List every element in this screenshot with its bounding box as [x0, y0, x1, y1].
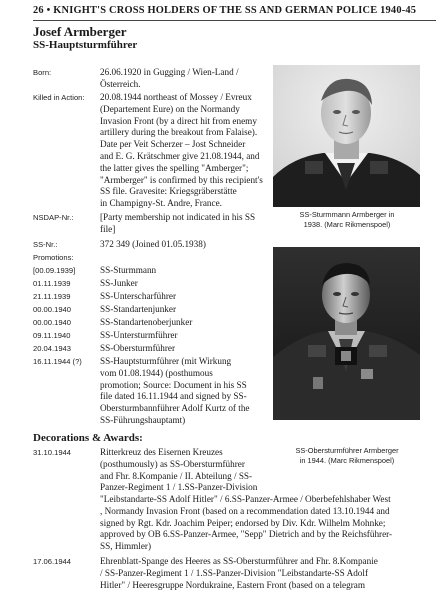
kia-line: and E. G. Krätschmer give 21.08.1944, and [100, 150, 260, 161]
decorations-heading: Decorations & Awards: [33, 432, 143, 444]
decoration-line: Hitler" / Heeresgruppe Nordukraine, Eastern Front (based on a telegram [100, 579, 365, 590]
running-head [33, 5, 433, 16]
final-promotion-line: SS-Hauptsturmführer (mit Wirkung [100, 356, 232, 366]
promotion-rank: SS-Standartenjunker [100, 304, 177, 314]
final-promotion-line: promotion; Source: Document in his SS [100, 379, 247, 390]
final-promotion-line: file dated 16.11.1944 and signed by SS- [100, 391, 247, 402]
caption-line: in 1944. (Marc Rikmenspoel) [299, 456, 395, 465]
photo-caption-1938 [262, 210, 432, 230]
kia-line: SS file. Gravesite: Kriegsgräberstätte [100, 186, 237, 197]
decoration-text-narrow [100, 447, 268, 494]
kia-label: Killed in Action: [33, 93, 85, 102]
decoration-line: approved by OB 6.SS-Panzer-Armee, "Sepp" Dietrich and by the Reichsführer- [100, 529, 393, 540]
decoration-date: 17.06.1944 [33, 557, 72, 566]
kia-line: in Champigny-St. Andre, France. [100, 198, 222, 209]
decoration-line: Ritterkreuz des Eisernen Kreuzes [100, 447, 223, 457]
promotion-rank: SS-Unterscharführer [100, 291, 177, 301]
caption-line: 1938. (Marc Rikmenspoel) [303, 220, 391, 229]
promotion-rank: SS-Standartenoberjunker [100, 317, 193, 327]
born-label: Born: [33, 68, 52, 77]
decoration-line: / SS-Panzer-Regiment 1 / 1.SS-Panzer-Division "Leibstandarte-SS Adolf [100, 567, 368, 578]
kia-line: the latter gives the spelling "Amberger"; [100, 162, 249, 173]
decoration-line: SS, Himmler) [100, 541, 152, 552]
kia-value [100, 92, 268, 210]
born-line: 26.06.1920 in Gugging / Wien-Land / [100, 67, 239, 77]
photo-caption-1944 [262, 446, 432, 466]
portrait-photo-1944 [273, 247, 420, 420]
nsdap-value [100, 212, 268, 236]
promotion-date: [00.09.1939] [33, 266, 76, 275]
promotion-date: 00.00.1940 [33, 305, 72, 314]
nsdap-line: [Party membership not indicated in his SS [100, 212, 256, 222]
header-separator: • [46, 5, 54, 16]
decoration-line: "Leibstandarte-SS Adolf Hitler" / 6.SS-Panzer-Armee / Oberbefehlshaber West [100, 494, 391, 504]
header-rule [33, 20, 436, 21]
nsdap-line: file] [100, 223, 116, 234]
promotion-date: 00.00.1940 [33, 318, 72, 327]
kia-line: Invasion Front (by a direct hit from enemy [100, 115, 257, 126]
decoration-line: signed by Rgt. Kdr. Joachim Peiper; endorsed by Div. Kdr. Wilhelm Mohnke; [100, 517, 386, 528]
person-rank: SS-Hauptsturmführer [33, 39, 138, 51]
born-line: Österreich. [100, 78, 141, 89]
decoration-line: (posthumously) as SS-Obersturmführer [100, 458, 245, 469]
decoration-text-wide [100, 556, 433, 591]
ss-nr-value: 372 349 (Joined 01.05.1938) [100, 239, 206, 249]
decoration-date: 31.10.1944 [33, 448, 72, 457]
ss-nr-label: SS-Nr.: [33, 240, 58, 249]
kia-line: artillery during the breakout from Falaise). [100, 127, 258, 138]
promotion-rank: SS-Junker [100, 278, 138, 288]
decoration-text-wide [100, 494, 433, 553]
caption-line: SS-Sturmmann Armberger in [299, 210, 395, 219]
promotion-rank: SS-Obersturmführer [100, 343, 176, 353]
born-value [100, 67, 268, 91]
promotion-date: 21.11.1939 [33, 292, 71, 301]
kia-line: (Departement Eure) on the Normandy [100, 103, 240, 114]
decoration-line: , Normandy Invasion Front (based on a recommendation dated 13.10.1944 and [100, 505, 390, 516]
promotions-label: Promotions: [33, 253, 74, 262]
decoration-line: Panzer-Regiment 1 / 1.SS-Panzer-Division [100, 482, 258, 493]
final-promotion-line: Obersturmbannführer Adolf Kurtz of the [100, 403, 250, 414]
final-promotion-date: 16.11.1944 (?) [33, 357, 82, 366]
promotion-date: 09.11.1940 [33, 331, 71, 340]
person-name: Josef Armberger [33, 24, 127, 39]
promotion-rank: SS-Sturmmann [100, 265, 157, 275]
final-promotion-line: SS-Führungshauptamt) [100, 414, 186, 425]
promotion-rank: SS-Untersturmführer [100, 330, 178, 340]
caption-line: SS-Obersturmführer Armberger [295, 446, 399, 455]
kia-line: 20.08.1944 northeast of Mossey / Evreux [100, 92, 252, 102]
book-title: KNIGHT'S CROSS HOLDERS OF THE SS AND GERMAN POLICE 1940-45 [53, 5, 417, 16]
nsdap-label: NSDAP-Nr.: [33, 213, 74, 222]
page-number: 26 [33, 5, 44, 16]
kia-line: Date per Veit Scherzer – Jost Schneider [100, 139, 246, 150]
portrait-photo-1938 [273, 65, 420, 207]
final-promotion-text [100, 356, 268, 427]
promotion-date: 01.11.1939 [33, 279, 71, 288]
final-promotion-line: vom 01.08.1944) (posthumous [100, 367, 213, 378]
promotion-date: 20.04.1943 [33, 344, 72, 353]
decoration-line: Ehrenblatt-Spange des Heeres as SS-Obersturmführer and Fhr. 8.Kompanie [100, 556, 378, 566]
decoration-line: and Fhr. 8.Kompanie / II. Abteilung / SS- [100, 470, 253, 481]
kia-line: "Armberger" is confirmed by this recipient's [100, 174, 263, 185]
